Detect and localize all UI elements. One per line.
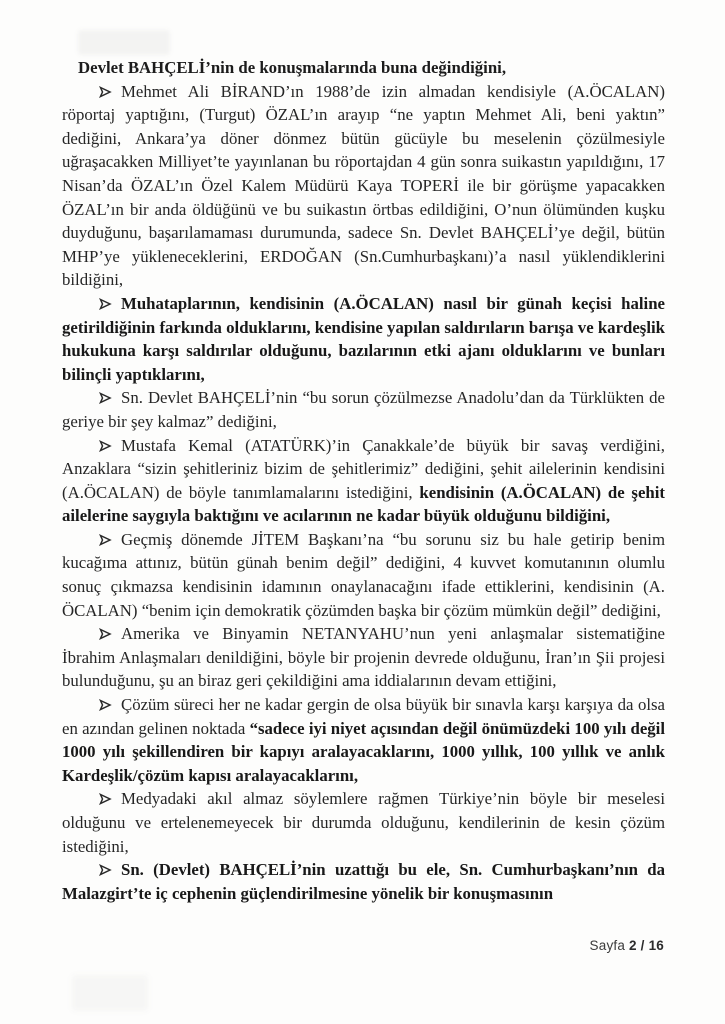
bullet-text: Geçmiş dönemde JİTEM Başkanı’na “bu sorunu siz bu hale getirip benim kucağıma attınız, bütün günah benim değil” dediğini, 4 kuvvet komutanının olumlu sonuç çıkmazsa kendisinin idamının onaylanacağını ifade ettiklerini, kendisinin (A. ÖCALAN) “benim için demokratik çözümden başka bir çözüm mümkün değil” dediğini, (62, 529, 665, 620)
bullet-text: Sn. Devlet BAHÇELİ’nin “bu sorun çözülmezse Anadolu’dan da Türklükten de geriye bir şey kalmaz” dediğini, (62, 388, 665, 431)
bullet-arrow-icon (99, 534, 112, 546)
bullet-item (62, 858, 665, 905)
bullet-text: Medyadaki akıl almaz söylemlere rağmen Türkiye’nin böyle bir meselesi olduğunu ve ertelenemeyecek bir durumda olduğunu, kendilerinin de kesin çözüm istediğini, (62, 789, 665, 856)
bullet-text: “sadece iyi niyet açısından değil önümüzdeki 100 yılı değil 1000 yılı şekillendiren bir kapıyı aralayacaklarını, 1000 yıllık, 100 yıllık ve anlık Kardeşlik/çözüm kapısı aralayacaklarını, (62, 718, 665, 785)
footer-page-label: Sayfa (589, 938, 626, 953)
bullet-text: Amerika ve Binyamin NETANYAHU’nun yeni anlaşmalar sistematiğine İbrahim Anlaşmaları denildiğini, böyle bir projenin devrede olduğunu, İran’ın Şii projesi bulunduğunu, şu an biraz geri çekildiğini ama iddialarının devam ettiğini, (62, 624, 665, 691)
bullet-item (62, 787, 665, 858)
scan-artifact-bottom (72, 975, 148, 1011)
bullet-arrow-icon (99, 628, 112, 640)
scan-artifact-top (78, 30, 170, 55)
bullet-arrow-icon (99, 86, 112, 98)
bullet-item (62, 693, 665, 787)
bullet-text: Mustafa Kemal (ATATÜRK)’in Çanakkale’de büyük bir savaş verdiğini, Anzaklara “sizin şehitleriniz bizim de şehitlerimiz” dediğini, şehit ailelerinin kendisini (A.ÖCALAN) de böyle tanımlamalarını istediğini, (62, 435, 665, 502)
bullet-item (62, 80, 665, 292)
bullet-item (62, 434, 665, 528)
bullet-text: Mehmet Ali BİRAND’ın 1988’de izin almadan kendisiyle (A.ÖCALAN) röportaj yaptığını, (Turgut) ÖZAL’ın arayıp “ne yaptın Mehmet Ali, beni yaktın” dediğini, Ankara’ya döner dönmez bütün gücüyle bu meselenin çözülmesiyle uğraşacakken Milliyet’te yayınlanan bu röportajdan 4 gün sonra suikastın yapıldığını, 17 Nisan’da ÖZAL’ın Özel Kalem Müdürü Kaya TOPERİ ile bir görüşme yapacakken ÖZAL’ın bir anda öldüğünü ve bu suikastın örtbas edildiğini, O’nun ölümünden kuşku duyduğunu, başarılamaması durumunda, sadece Sn. Devlet BAHÇELİ’ye değil, bütün MHP’ye yükleneceklerini, ERDOĞAN (Sn.Cumhurbaşkanı)’a nasıl yüklendiklerini bildiğini, (62, 81, 665, 290)
bullet-arrow-icon (99, 440, 112, 452)
bullet-arrow-icon (99, 392, 112, 404)
document-heading: Devlet BAHÇELİ’nin de konuşmalarında buna değindiğini, (78, 58, 507, 77)
bullet-text: Sn. (Devlet) BAHÇELİ’nin uzattığı bu ele, Sn. Cumhurbaşkanı’nın da Malazgirt’te iç cephenin güçlendirilmesine yönelik bir konuşmasının (62, 860, 665, 903)
bullet-arrow-icon (99, 298, 112, 310)
bullet-item (62, 292, 665, 386)
bullet-item (62, 386, 665, 433)
bullet-text: kendisinin (A.ÖCALAN) de şehit ailelerine saygıyla baktığını ve acılarının ne kadar büyük olduğunu bildiğini, (62, 482, 665, 526)
bullet-arrow-icon (99, 793, 112, 805)
page-footer (590, 938, 664, 953)
bullet-arrow-icon (99, 864, 112, 876)
bullet-arrow-icon (99, 699, 112, 711)
bullet-item (62, 622, 665, 693)
document-content (62, 56, 665, 905)
bullet-text: Çözüm süreci her ne kadar gergin de olsa büyük bir sınavla karşı karşıya da olsa en azından gelinen noktada (62, 695, 665, 738)
bullet-text: Muhataplarının, kendisinin (A.ÖCALAN) nasıl bir günah keçisi haline getirildiğinin farkında olduklarını, kendisine yapılan saldırıların barışa ve kardeşlik hukukuna karşı saldırılar olduğunu, bazılarının etki ajanı olduklarını ve bunları bilinçli yaptıklarını, (62, 293, 665, 384)
bullet-item (62, 528, 665, 622)
bullet-list (62, 80, 665, 906)
footer-page-number: 2 / 16 (629, 938, 664, 953)
